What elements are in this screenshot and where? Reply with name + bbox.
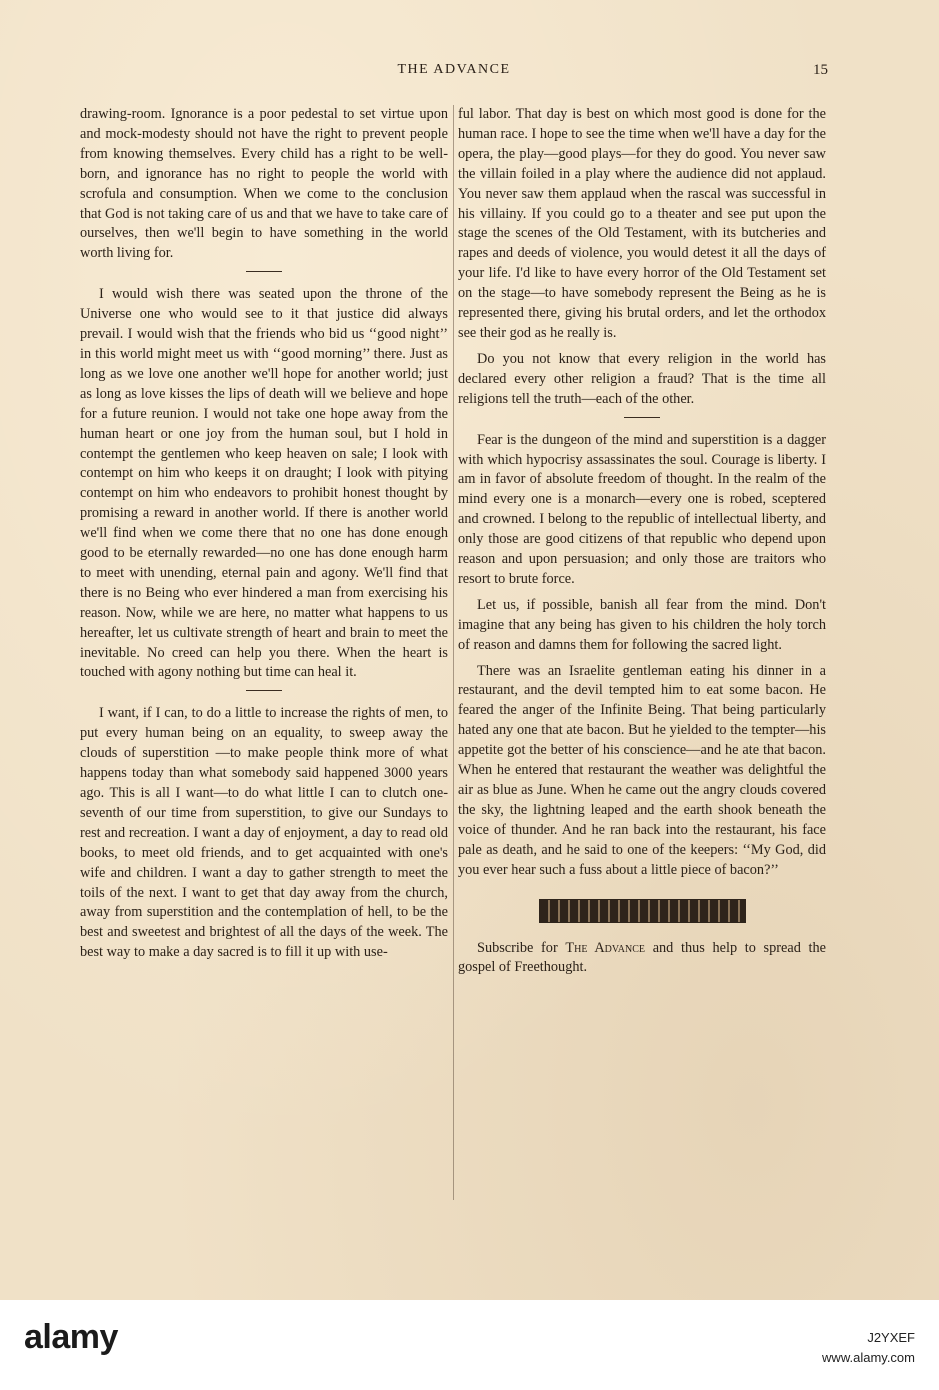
right-column	[458, 105, 826, 984]
paragraph: I would wish there was seated upon the throne of the Universe one who would see to it that justice did always prevail. I would wish that the friends who bid us ‘‘good night’’ in this world might meet us with ‘‘good morning’’ there. Just as long as we love one another we'll hope for another world; just as long as love kisses the lips of death will we believe and hope for a future reunion. I would not take one hope away from the human heart or one joy from the human soul, but I hold in contempt the gentlemen who keep heaven on sale; I look with contempt on him who keeps it on draught; I look with pitying contempt on him who endeavors to prohibit honest thought by promising a reward in another world. If there is another world we'll find when we come there that no one has done enough good to be eternally rewarded—no one has done enough harm to meet with unending, eternal pain and agony. We'll find that there is no Being who ever hindered a man from exercising his reason. Now, while we are here, no matter what happens to us hereafter, let us cultivate strength of heart and brain to meet the inevitable. No creed can help you there. When the heart is touched with agony nothing but time can heal it.	[80, 286, 448, 681]
decorative-ornament	[539, 899, 746, 923]
column-rule	[453, 105, 454, 1200]
running-title: THE ADVANCE	[397, 62, 511, 77]
paragraph: I want, if I can, to do a little to increase the rights of men, to put every human being on an equality, to sweep away the clouds of superstition —to make people think more of what happens today than what somebody said happened 3000 years ago. This is all I want—to do what little I can to clutch one-seventh of our time from superstition, to give our Sundays to rest and recreation. I want a day of enjoyment, a day to read old books, to meet old friends, and to get acquainted with one's wife and children. I want a day to gather strength to meet the toils of the next. I want to get that day away from the church, away from superstition and the contemplation of hell, to be the best and sweetest and brightest of all the days of the week. The best way to make a day sacred is to fill it up with use-	[80, 705, 448, 961]
image-id: J2YXEF	[867, 1330, 915, 1345]
subscribe-suffix: and thus help to spread the gospel of Freethought.	[458, 939, 826, 976]
publication-name: The Advance	[565, 939, 646, 956]
page-number: 15	[813, 62, 828, 78]
paragraph: Let us, if possible, banish all fear from the mind. Don't imagine that any being has given to his children the holy torch of reason and damns them for following the sacred light.	[458, 596, 826, 653]
alamy-logo: alamy	[24, 1318, 118, 1356]
footer-info	[822, 1328, 915, 1368]
site-url: www.alamy.com	[822, 1350, 915, 1365]
section-separator	[624, 417, 660, 418]
left-column	[80, 105, 448, 969]
subscribe-prefix: Subscribe for	[477, 939, 566, 956]
subscribe-note	[458, 939, 826, 979]
paragraph: drawing-room. Ignorance is a poor pedestal to set virtue upon and mock-modesty should not have the right to prevent people from knowing themselves. Every child has a right to be well-born, and ignorance has no right to people the world with scrofula and consumption. When we come to the conclusion that God is not taking care of us and that we have to take care of ourselves, then we'll begin to have something in the world worth living for.	[80, 106, 449, 262]
section-separator	[246, 271, 282, 272]
watermark-footer	[0, 1300, 939, 1390]
paragraph: Do you not know that every religion in the world has declared every other religion a fraud? That is the time all religions tell the truth—each of the other.	[458, 350, 826, 407]
paragraph: There was an Israelite gentleman eating his dinner in a restaurant, and the devil tempted him to eat some bacon. He feared the anger of the Infinite Being. That being particularly hated any one that ate bacon. But he yielded to the tempter—his appetite got the better of his conscience—and he ate that bacon. When he entered that restaurant the weather was delightful the air as blue as June. When he came out the angry clouds covered the sky, the lightning leaped and the earth shook beneath the voice of thunder. And he ran back into the restaurant, his face pale as death, and he said to one of the keepers: ‘‘My God, did you ever hear such a fuss about a little piece of bacon?’’	[458, 662, 826, 878]
paragraph: Fear is the dungeon of the mind and superstition is a dagger with which hypocrisy assassinates the soul. Courage is liberty. I am in favor of absolute freedom of thought. In the realm of the mind every one is a monarch—every one is robed, sceptered and crowned. I belong to the republic of intellectual liberty, and only those are good citizens of that republic who depend upon reason and upon persuasion; and only those are traitors who resort to brute force.	[458, 431, 826, 587]
section-separator	[246, 690, 282, 691]
paragraph: ful labor. That day is best on which most good is done for the human race. I hope to see the time when we'll have a day for the opera, the play—good plays—for they do good. You never saw the villain foiled in a play where the audience did not applaud. You never saw them applaud when the rascal was successful in his villainy. If you could go to a theater and see put upon the stage the scenes of the Old Testament, with its butcheries and rapes and deeds of violence, you would detest it all the days of your life. I'd like to have every horror of the Old Testament set on the stage—to have somebody represent the Being as he is represented there, giving his brutal orders, and let the orthodox see their god as he really is.	[458, 106, 826, 341]
page-header	[80, 58, 828, 88]
